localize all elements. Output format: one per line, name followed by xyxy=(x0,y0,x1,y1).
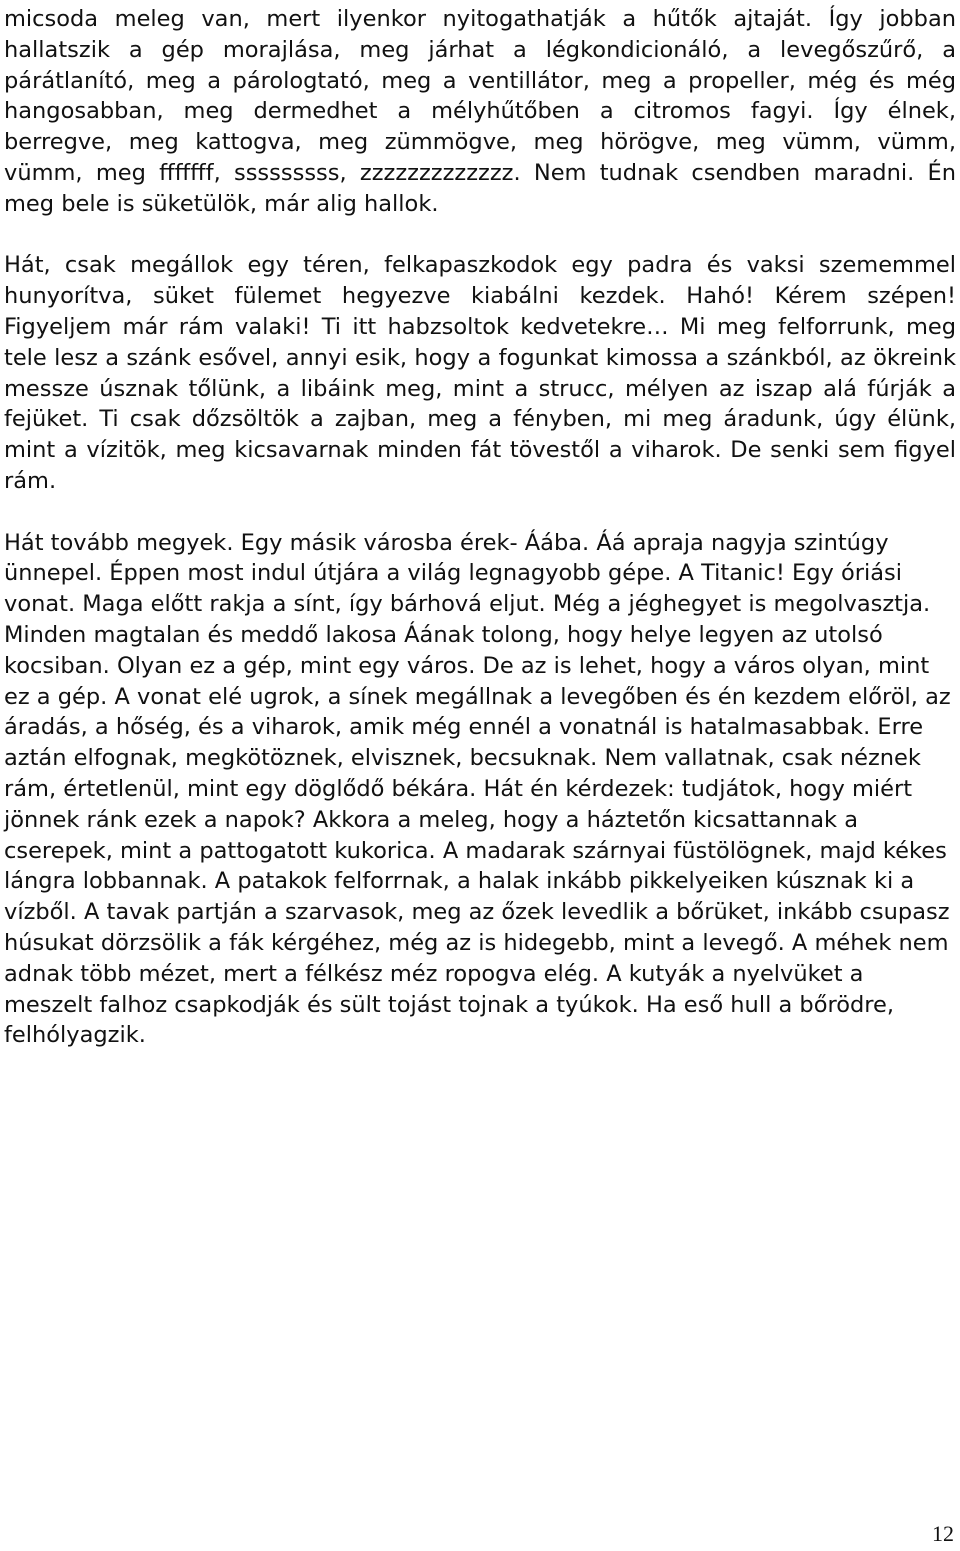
page-number: 12 xyxy=(932,1521,954,1546)
paragraph-1: micsoda meleg van, mert ilyenkor nyitogathatják a hűtők ajtaját. Így jobban hallatszik a gép morajlása, meg járhat a légkondicionáló, a levegőszűrő, a párátlanító, meg a párologtató, meg a ventillátor, meg a propeller, még és még hangosabban, meg dermedhet a mélyhűtőben a citromos fagyi. Így élnek, berregve, meg kattogva, meg zümmögve, meg hörögve, meg vümm, vümm, vümm, meg fffffff, sssssssss, zzzzzzzzzzzzz. Nem tudnak csendben maradni. Én meg bele is süketülök, már alig hallok. xyxy=(4,6,956,217)
paragraph-3: Hát tovább megyek. Egy másik városba érek- Áába. Áá apraja nagyja szintúgy ünnepel. Éppen most indul útjára a világ legnagyobb gépe. A Titanic! Egy óriási vonat. Maga előtt rakja a sínt, így bárhová eljut. Még a jéghegyet is megolvasztja. Minden magtalan és meddő lakosa Áának tolong, hogy helye legyen az utolsó kocsiban. Olyan ez a gép, mint egy város. De az is lehet, hogy a város olyan, mint ez a gép. A vonat elé ugrok, a sínek megállnak a levegőben és én kezdem előröl, az áradás, a hőség, és a viharok, amik még ennél a vonatnál is hatalmasabbak. Erre aztán elfognak, megkötöznek, elvisznek, becsuknak. Nem vallatnak, csak néznek rám, értetlenül, mint egy döglődő békára. Hát én kérdezek: tudjátok, hogy miért jönnek ránk ezek a napok? Akkora a meleg, hogy a háztetőn kicsattannak a cserepek, mint a pattogatott kukorica. A madarak szárnyai füstölögnek, majd kékes lángra lobbannak. A patakok felforrnak, a halak inkább pikkelyeiken kúsznak ki a vízből. A tavak partján a szarvasok, meg az őzek levedlik a bőrüket, inkább csupasz húsukat dörzsölik a fák kérgéhez, még az is hidegebb, mint a levegő. A méhek nem adnak több mézet, mert a félkész méz ropogva elég. A kutyák a nyelvüket a meszelt falhoz csapkodják és sült tojást tojnak a tyúkok. Ha eső hull a bőrödre, felhólyagzik. xyxy=(4,529,951,1049)
document-page xyxy=(4,4,956,1082)
paragraph-2: Hát, csak megállok egy téren, felkapaszkodok egy padra és vaksi szememmel hunyorítva, süket fülemet hegyezve kiabálni kezdek. Hahó! Kérem szépen! Figyeljem már rám valaki! Ti itt habzsoltok kedvetekre… Mi meg felforrunk, meg tele lesz a szánk esővel, annyi esik, hogy a fogunkat kimossa a szánkból, az ökreink messze úsznak tőlünk, a libáink meg, mint a strucc, mélyen az iszap alá fúrják a fejüket. Ti csak dőzsöltök a zajban, meg a fényben, mi meg áradunk, úgy élünk, mint a vízitök, meg kicsavarnak minden fát tövestől a viharok. De senki sem figyel rám. xyxy=(4,252,956,494)
